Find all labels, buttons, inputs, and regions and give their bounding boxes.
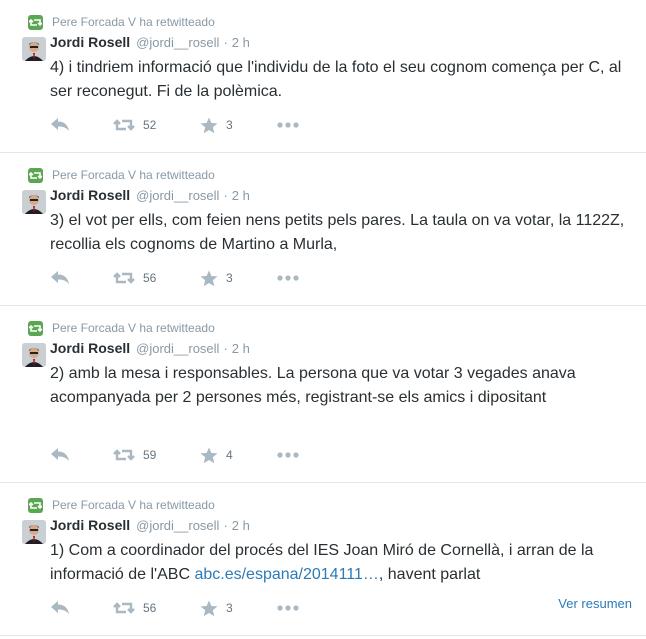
star-icon bbox=[200, 117, 218, 134]
retweet-button[interactable] bbox=[113, 268, 156, 288]
favorite-count: 3 bbox=[226, 271, 233, 285]
reply-button[interactable] bbox=[50, 598, 70, 618]
retweet-context bbox=[28, 14, 215, 30]
retweet-badge-icon bbox=[28, 15, 43, 30]
tweet-text: 4) i tindriem informació que l'individu de la foto el seu cognom comença per C, al ser reconegut. Fi de la polèmica. bbox=[50, 59, 622, 100]
tweet-header bbox=[50, 34, 250, 52]
favorite-button[interactable] bbox=[200, 268, 233, 288]
more-dots-icon bbox=[277, 122, 299, 128]
tweet[interactable] bbox=[0, 0, 646, 153]
retweet-icon bbox=[113, 447, 135, 463]
separator-dot: · bbox=[223, 188, 228, 203]
retweeted-by-text[interactable]: Pere Forcada V ha retwitteado bbox=[52, 321, 215, 335]
tweet-text bbox=[50, 539, 630, 587]
retweet-button[interactable] bbox=[113, 598, 156, 618]
author-username[interactable]: @jordi__rosell bbox=[136, 341, 220, 356]
retweet-context bbox=[28, 320, 215, 336]
author-username[interactable]: @jordi__rosell bbox=[136, 35, 220, 50]
retweet-badge-icon bbox=[28, 321, 43, 336]
separator-dot: · bbox=[223, 35, 228, 50]
star-icon bbox=[200, 600, 218, 617]
favorite-count: 4 bbox=[226, 448, 233, 462]
retweeted-by-text[interactable]: Pere Forcada V ha retwitteado bbox=[52, 498, 215, 512]
more-dots-icon bbox=[277, 452, 299, 458]
retweet-badge-icon bbox=[28, 168, 43, 183]
author-username[interactable]: @jordi__rosell bbox=[136, 188, 220, 203]
author-fullname[interactable]: Jordi Rosell bbox=[50, 340, 131, 356]
tweet-timestamp[interactable]: 2 h bbox=[231, 188, 250, 203]
more-dots-icon bbox=[277, 275, 299, 281]
reply-icon bbox=[50, 117, 70, 133]
separator-dot: · bbox=[223, 518, 228, 533]
tweet-text-after-link: , havent parlat bbox=[378, 566, 481, 583]
more-button[interactable] bbox=[277, 268, 299, 288]
avatar[interactable] bbox=[22, 37, 46, 61]
tweet[interactable] bbox=[0, 306, 646, 483]
author-username[interactable]: @jordi__rosell bbox=[136, 518, 220, 533]
favorite-count: 3 bbox=[226, 601, 233, 615]
star-icon bbox=[200, 270, 218, 287]
retweet-button[interactable] bbox=[113, 445, 156, 465]
author-fullname[interactable]: Jordi Rosell bbox=[50, 34, 131, 50]
favorite-count: 3 bbox=[226, 118, 233, 132]
favorite-button[interactable] bbox=[200, 598, 233, 618]
retweet-count: 56 bbox=[143, 601, 157, 615]
retweet-context bbox=[28, 497, 215, 513]
tweet-link[interactable]: abc.es/espana/2014111… bbox=[194, 566, 379, 583]
favorite-button[interactable] bbox=[200, 445, 233, 465]
retweet-count: 56 bbox=[143, 271, 157, 285]
tweet-text-before-link: 1) Com a coordinador del procés del IES Joan Miró de Cornellà, i arran de la informació de l'ABC bbox=[50, 542, 594, 583]
reply-button[interactable] bbox=[50, 268, 70, 288]
author-fullname[interactable]: Jordi Rosell bbox=[50, 187, 131, 203]
separator-dot: · bbox=[223, 341, 228, 356]
retweet-icon bbox=[113, 117, 135, 133]
tweet-timestamp[interactable]: 2 h bbox=[231, 35, 250, 50]
more-button[interactable] bbox=[277, 598, 299, 618]
avatar[interactable] bbox=[22, 343, 46, 367]
avatar[interactable] bbox=[22, 520, 46, 544]
tweet-text: 2) amb la mesa i responsables. La persona que va votar 3 vegades anava acompanyada per 2 persones més, registrant-se els amics i dipositant bbox=[50, 365, 576, 406]
tweet-text: 3) el vot per ells, com feien nens petits pels pares. La taula on va votar, la 1122Z, recollia els cognoms de Martino a Murla, bbox=[50, 212, 625, 253]
tweet[interactable] bbox=[0, 483, 646, 636]
reply-icon bbox=[50, 270, 70, 286]
retweet-count: 59 bbox=[143, 448, 157, 462]
author-fullname[interactable]: Jordi Rosell bbox=[50, 517, 131, 533]
retweet-context bbox=[28, 167, 215, 183]
reply-button[interactable] bbox=[50, 115, 70, 135]
more-dots-icon bbox=[277, 605, 299, 611]
tweet-header bbox=[50, 340, 250, 358]
retweet-count: 52 bbox=[143, 118, 157, 132]
view-summary-link[interactable]: Ver resumen bbox=[558, 596, 632, 611]
retweet-badge-icon bbox=[28, 498, 43, 513]
avatar[interactable] bbox=[22, 190, 46, 214]
more-button[interactable] bbox=[277, 445, 299, 465]
reply-button[interactable] bbox=[50, 445, 70, 465]
reply-icon bbox=[50, 447, 70, 463]
retweet-icon bbox=[113, 270, 135, 286]
favorite-button[interactable] bbox=[200, 115, 233, 135]
tweet-header bbox=[50, 517, 250, 535]
more-button[interactable] bbox=[277, 115, 299, 135]
retweet-button[interactable] bbox=[113, 115, 156, 135]
tweet-timestamp[interactable]: 2 h bbox=[231, 518, 250, 533]
tweet[interactable] bbox=[0, 153, 646, 306]
tweet-timestamp[interactable]: 2 h bbox=[231, 341, 250, 356]
retweet-icon bbox=[113, 600, 135, 616]
tweet-header bbox=[50, 187, 250, 205]
retweeted-by-text[interactable]: Pere Forcada V ha retwitteado bbox=[52, 168, 215, 182]
star-icon bbox=[200, 447, 218, 464]
retweeted-by-text[interactable]: Pere Forcada V ha retwitteado bbox=[52, 15, 215, 29]
reply-icon bbox=[50, 600, 70, 616]
